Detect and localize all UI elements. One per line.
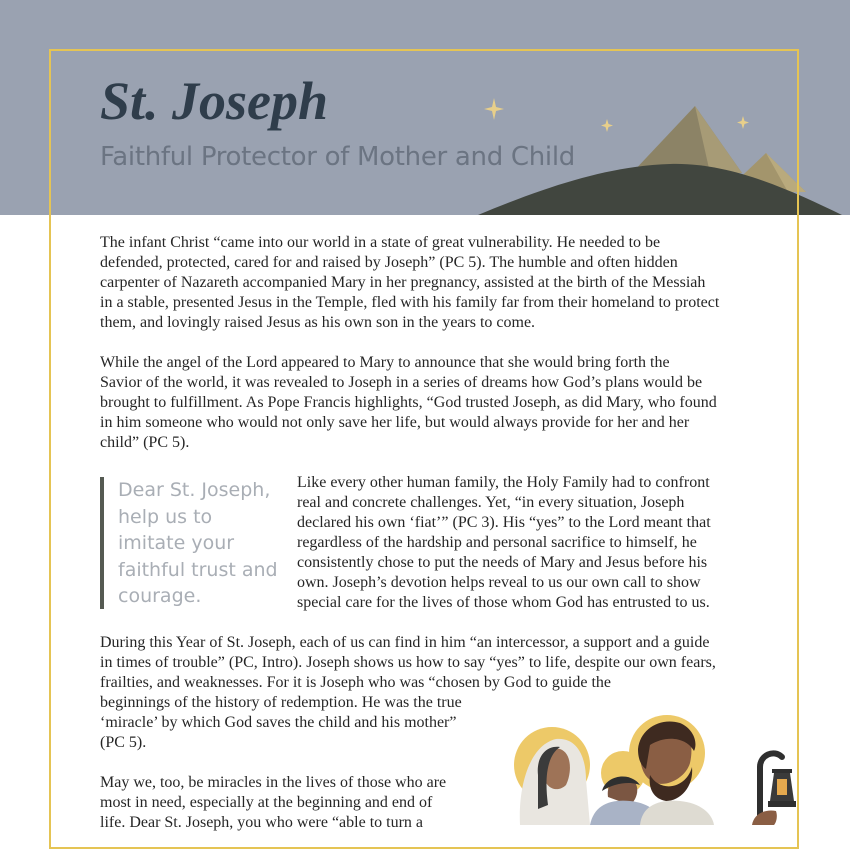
- pull-quote: Dear St. Joseph, help us to imitate your faithful trust and courage.: [100, 477, 280, 609]
- holy-family-illustration-icon: [490, 705, 830, 825]
- paragraph-2: While the angel of the Lord appeared to Mary to announce that she would bring forth the Savior of the world, it was revealed to Joseph in a series of dreams how God’s plans would be brought to fulfillment. As Pope Francis highlights, “God trusted Joseph, as did Mary, who found in him someone who would not only save her life, but would always provide for her and her child” (PC 5).: [100, 354, 717, 451]
- paragraph-4: During this Year of St. Joseph, each of us can find in him “an intercessor, a support and a guide in times of trouble” (PC, Intro). Joseph shows us how to say “yes” to life, despite our own fears, frailties, and weaknesses. For it is Joseph who was “chosen by God to guide the beginnings of the history of redemption. He was the true ‘miracle’ by which God saves the child and his mother” (PC 5).: [100, 634, 716, 751]
- paragraph-1: The infant Christ “came into our world in a state of great vulnerability. He needed to be defended, protected, cared for and raised by Joseph” (PC 5). The humble and often hidden carpenter of Nazareth accompanied Mary in her pregnancy, assisted at the birth of the Messiah in a stable, presented Jesus in the Temple, fled with his family far from their homeland to protect them, and lovingly raised Jesus as his own son in the years to come.: [100, 234, 720, 331]
- paragraph-3: Like every other human family, the Holy Family had to confront real and concrete challenges. Yet, “in every situation, Joseph declared his own ‘fiat’” (PC 3). His “yes” to the Lord meant that regardless of the hardship and personal sacrifice to himself, he consistently chose to put the needs of Mary and Jesus before his own. Joseph’s devotion helps reveal to us our own call to show special care for the lives of those whom God has entrusted to us.: [297, 474, 711, 611]
- mountain-landscape-icon: [470, 90, 850, 215]
- header-band: [0, 0, 850, 215]
- page-title: St. Joseph: [100, 71, 329, 131]
- page-subtitle: Faithful Protector of Mother and Child: [100, 142, 575, 172]
- paragraph-5: May we, too, be miracles in the lives of those who are most in need, especially at the beginning and end of life. Dear St. Joseph, you who were “able to turn a: [100, 774, 447, 831]
